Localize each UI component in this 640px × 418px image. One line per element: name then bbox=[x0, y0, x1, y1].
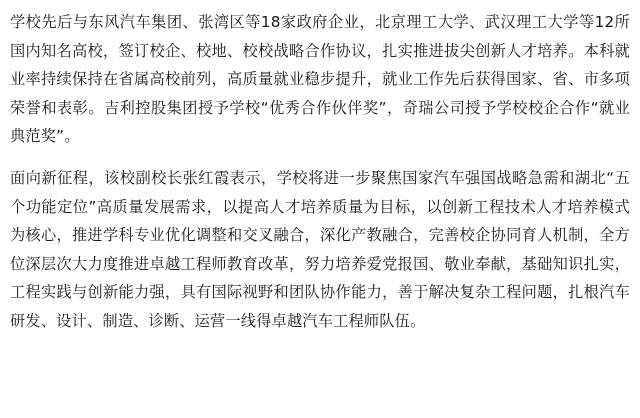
paragraph-1: 学校先后与东风汽车集团、张湾区等18家政府企业，北京理工大学、武汉理工大学等12所国内知名高校，签订校企、校地、校校战略合作协议，扎实推进拔尖创新人才培养。本科就业率持续保持在省属高校前列，高质量就业稳步提升，就业工作先后获得国家、省、市多项荣誉和表彰。吉利控股集团授予学校“优秀合作伙伴奖”，奇瑞公司授予学校校企合作“就业典范奖”。 bbox=[10, 13, 630, 146]
paragraph-2: 面向新征程，该校副校长张红霞表示，学校将进一步聚焦国家汽车强国战略急需和湖北“五个功能定位”高质量发展需求，以提高人才培养质量为目标，以创新工程技术人才培养模式为核心，推进学科专业优化调整和交叉融合，深化产教融合，完善校企协同育人机制，全方位深层次大力度推进卓越工程师教育改革，努力培养爱党报国、敬业奉献，基础知识扎实，工程实践与创新能力强，具有国际视野和团队协作能力，善于解决复杂工程问题，扎根汽车研发、设计、制造、诊断、运营一线得卓越汽车工程师队伍。 bbox=[10, 168, 630, 330]
